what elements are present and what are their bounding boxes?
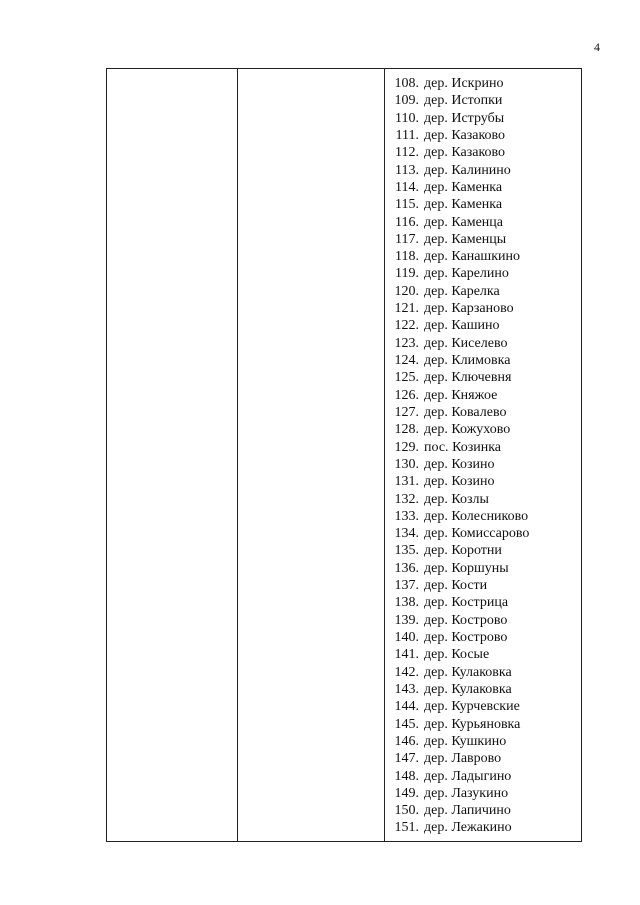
settlement-row: [387, 785, 529, 802]
settlement-name: Кострово: [451, 630, 508, 645]
settlement-row: [387, 768, 529, 785]
settlement-name: Колесниково: [451, 508, 529, 524]
settlement-type: дер.: [424, 318, 448, 334]
settlement-number: 150.: [394, 803, 419, 819]
settlement-number: 115.: [395, 197, 419, 213]
settlement-row: [387, 612, 529, 629]
settlement-table: [106, 68, 582, 842]
settlement-name: Княжое: [451, 387, 498, 403]
settlement-name: Лежакино: [451, 820, 512, 836]
settlement-number: 117.: [395, 231, 419, 247]
settlement-row: [387, 369, 529, 386]
settlement-row: [387, 646, 529, 663]
settlement-number: 138.: [394, 595, 419, 611]
settlement-row: [387, 265, 529, 282]
settlement-type: дер.: [424, 214, 448, 230]
settlement-number: 145.: [394, 716, 419, 732]
settlement-name: Кости: [451, 578, 488, 594]
settlement-name: Калинино: [451, 162, 511, 178]
settlement-row: [387, 300, 529, 317]
settlement-name: Карелино: [451, 266, 509, 282]
settlement-name: Козино: [451, 456, 495, 472]
settlement-type: дер.: [424, 197, 448, 213]
settlement-number: 136.: [394, 560, 419, 576]
settlement-name: Кострово: [451, 612, 508, 628]
settlement-name: Курчевские: [451, 699, 520, 715]
settlement-type: дер.: [424, 716, 448, 732]
settlement-type: дер.: [424, 595, 448, 611]
settlement-name: Карзаново: [451, 301, 514, 317]
settlement-number: 147.: [394, 751, 419, 767]
settlement-name: Ладыгино: [451, 768, 512, 784]
settlement-type: дер.: [424, 404, 448, 420]
settlement-row: [387, 196, 529, 213]
settlement-name: Кушкино: [451, 733, 507, 749]
settlement-number: 141.: [394, 647, 419, 663]
settlement-row: [387, 542, 529, 559]
settlement-name: Казаково: [451, 145, 506, 161]
settlement-number: 132.: [394, 491, 419, 507]
settlement-number: 149.: [394, 785, 419, 801]
settlement-number: 131.: [394, 474, 419, 490]
settlement-type: дер.: [424, 335, 448, 351]
settlement-row: [387, 525, 529, 542]
settlement-name: Кострица: [451, 595, 509, 611]
settlement-name: Киселево: [451, 335, 508, 351]
settlement-row: [387, 317, 529, 334]
settlement-name: Истопки: [451, 93, 503, 109]
settlement-name: Карелка: [451, 283, 500, 299]
settlement-type: дер.: [424, 93, 448, 109]
settlement-name: Ключевня: [451, 370, 512, 386]
settlement-number: 143.: [394, 681, 419, 697]
settlement-row: [387, 439, 529, 456]
settlement-name: Каменка: [451, 197, 503, 213]
settlement-type: дер.: [424, 474, 448, 490]
column-divider-1: [237, 69, 238, 841]
settlement-type: дер.: [424, 179, 448, 195]
settlement-number: 135.: [394, 543, 419, 559]
settlement-row: [387, 560, 529, 577]
settlement-row: [387, 283, 529, 300]
settlement-name: Козино: [451, 474, 495, 490]
settlement-row: [387, 75, 529, 92]
settlement-number: 134.: [394, 526, 419, 542]
settlement-row: [387, 214, 529, 231]
settlement-row: [387, 352, 529, 369]
settlement-number: 148.: [394, 768, 419, 784]
settlement-type: дер.: [424, 768, 448, 784]
settlement-number: 142.: [394, 664, 419, 680]
settlement-name: Косые: [451, 647, 490, 663]
settlement-type: дер.: [424, 249, 448, 265]
column-divider-2: [384, 69, 385, 841]
settlement-name: Комиссарово: [451, 526, 530, 542]
settlement-type: дер.: [424, 526, 448, 542]
settlement-type: дер.: [424, 422, 448, 438]
settlement-number: 109.: [394, 93, 419, 109]
settlement-number: 129.: [394, 439, 419, 455]
settlement-type: дер.: [424, 266, 448, 282]
settlement-name: Казаково: [451, 127, 506, 143]
settlement-row: [387, 594, 529, 611]
settlement-type: дер.: [424, 647, 448, 663]
settlement-row: [387, 508, 529, 525]
settlement-name: Иструбы: [451, 110, 505, 126]
settlement-row: [387, 629, 529, 646]
settlement-row: [387, 248, 529, 265]
settlement-row: [387, 664, 529, 681]
settlement-name: Курьяновка: [451, 716, 521, 732]
settlement-number: 110.: [395, 110, 419, 126]
settlement-type: дер.: [424, 491, 448, 507]
settlement-type: дер.: [424, 508, 448, 524]
settlement-type: дер.: [424, 664, 448, 680]
settlement-type: дер.: [424, 387, 448, 403]
settlement-type: дер.: [424, 630, 448, 645]
settlement-row: [387, 698, 529, 715]
settlement-row: [387, 421, 529, 438]
settlement-name: Каменка: [451, 179, 503, 195]
settlement-number: 111.: [395, 127, 419, 143]
settlement-number: 144.: [394, 699, 419, 715]
settlement-number: 126.: [394, 387, 419, 403]
settlement-type: дер.: [424, 699, 448, 715]
settlement-type: дер.: [424, 283, 448, 299]
settlement-type: дер.: [424, 681, 448, 697]
settlement-number: 133.: [394, 508, 419, 524]
settlement-number: 121.: [394, 301, 419, 317]
settlement-row: [387, 716, 529, 733]
settlement-row: [387, 335, 529, 352]
settlement-name: Козинка: [452, 439, 502, 455]
settlement-number: 137.: [394, 578, 419, 594]
settlement-number: 108.: [394, 76, 419, 91]
page-number: 4: [594, 40, 600, 54]
settlement-type: дер.: [424, 612, 448, 628]
settlement-name: Ковалево: [451, 404, 507, 420]
settlement-row: [387, 127, 529, 144]
settlement-type: дер.: [424, 231, 448, 247]
settlement-name: Климовка: [451, 353, 511, 368]
settlement-row: [387, 681, 529, 698]
settlement-type: дер.: [424, 578, 448, 594]
settlement-type: дер.: [424, 456, 448, 472]
settlement-type: дер.: [424, 733, 448, 749]
settlement-name: Каменцы: [451, 231, 507, 247]
settlement-name: Кашино: [451, 318, 500, 334]
settlement-row: [387, 404, 529, 421]
settlement-row: [387, 162, 529, 179]
settlement-name: Искрино: [451, 76, 504, 91]
settlement-list: [387, 75, 529, 837]
settlement-number: 119.: [395, 266, 419, 282]
settlement-type: дер.: [424, 751, 448, 767]
settlement-type: дер.: [424, 76, 448, 91]
settlement-name: Коршуны: [451, 560, 509, 576]
settlement-number: 140.: [394, 630, 419, 645]
settlement-number: 146.: [394, 733, 419, 749]
settlement-name: Лаврово: [451, 751, 502, 767]
settlement-name: Канашкино: [451, 249, 520, 265]
settlement-row: [387, 456, 529, 473]
settlement-row: [387, 110, 529, 127]
settlement-type: дер.: [424, 803, 448, 819]
settlement-number: 151.: [394, 820, 419, 836]
settlement-number: 122.: [394, 318, 419, 334]
settlement-row: [387, 819, 529, 836]
settlement-name: Кулаковка: [451, 681, 512, 697]
settlement-row: [387, 92, 529, 109]
settlement-type: дер.: [424, 543, 448, 559]
settlement-name: Кулаковка: [451, 664, 512, 680]
settlement-number: 128.: [394, 422, 419, 438]
settlement-row: [387, 750, 529, 767]
settlement-name: Лапичино: [451, 803, 511, 819]
settlement-number: 125.: [394, 370, 419, 386]
settlement-number: 124.: [394, 353, 419, 368]
settlement-row: [387, 473, 529, 490]
settlement-row: [387, 179, 529, 196]
settlement-number: 116.: [395, 214, 419, 230]
settlement-number: 127.: [394, 404, 419, 420]
settlement-type: дер.: [424, 353, 448, 368]
settlement-type: дер.: [424, 110, 448, 126]
settlement-number: 118.: [395, 249, 419, 265]
settlement-number: 120.: [394, 283, 419, 299]
settlement-number: 123.: [394, 335, 419, 351]
settlement-name: Коротни: [451, 543, 502, 559]
settlement-name: Каменца: [451, 214, 503, 230]
settlement-name: Лазукино: [451, 785, 509, 801]
settlement-row: [387, 802, 529, 819]
settlement-row: [387, 577, 529, 594]
settlement-type: пос.: [424, 439, 449, 455]
settlement-name: Кожухово: [451, 422, 511, 438]
settlement-name: Козлы: [451, 491, 489, 507]
settlement-type: дер.: [424, 820, 448, 836]
settlement-number: 113.: [395, 162, 419, 178]
settlement-type: дер.: [424, 127, 448, 143]
settlement-row: [387, 231, 529, 248]
settlement-row: [387, 733, 529, 750]
settlement-number: 114.: [395, 179, 419, 195]
settlement-type: дер.: [424, 785, 448, 801]
settlement-type: дер.: [424, 301, 448, 317]
settlement-type: дер.: [424, 162, 448, 178]
settlement-number: 130.: [394, 456, 419, 472]
settlement-number: 112.: [395, 145, 419, 161]
settlement-row: [387, 387, 529, 404]
settlement-row: [387, 144, 529, 161]
settlement-type: дер.: [424, 560, 448, 576]
settlement-type: дер.: [424, 145, 448, 161]
settlement-row: [387, 491, 529, 508]
settlement-type: дер.: [424, 370, 448, 386]
settlement-number: 139.: [394, 612, 419, 628]
